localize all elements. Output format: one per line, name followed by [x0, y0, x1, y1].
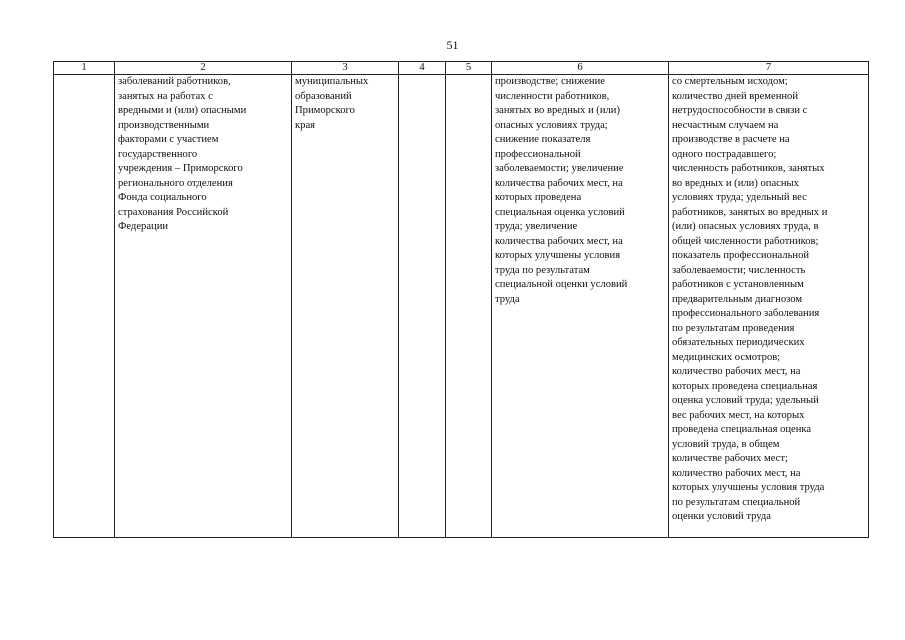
cell-col-2: [115, 75, 292, 538]
page-number: 51: [446, 38, 459, 52]
cell-text: производстве; снижение численности работников, занятых во вредных и (или) опасных условиях труда; снижение показателя профессиональной заболеваемости; увеличение количества рабочих мест, на которых проведена специальная оценка условий труда; увеличение количества рабочих мест, на которых улучшены условия труда по результатам специальной оценки условий труда: [495, 76, 628, 305]
cell-col-5: [446, 75, 492, 538]
cell-col-4: [399, 75, 446, 538]
column-header-7: 7: [669, 62, 869, 75]
column-header-5: 5: [446, 62, 492, 75]
cell-text: со смертельным исходом; количество дней временной нетрудоспособности в связи с несчастным случаем на производстве в расчете на одного пострадавшего; численность работников, занятых во вредных и (или) опасных условиях труда; удельный вес работников, занятых во вредных и (или) опасных условиях труда, в общей численности работников; показатель профессиональной заболеваемости; численность работников с установленным предварительным диагнозом профессионального заболевания по результатам проведения обязательных периодических медицинских осмотров; количество рабочих мест, на которых проведена специальная оценка условий труда; удельный вес рабочих мест, на которых проведена специальная оценка условий труда, в общем количестве рабочих мест; количество рабочих мест, на которых улучшены условия труда по результатам специальной оценки условий труда: [672, 76, 828, 522]
column-header-6: 6: [492, 62, 669, 75]
column-header-2: 2: [115, 62, 292, 75]
column-header-3: 3: [292, 62, 399, 75]
cell-col-1: [54, 75, 115, 538]
column-header-1: 1: [54, 62, 115, 75]
header-row: [54, 62, 869, 75]
table-body: [54, 75, 869, 538]
cell-text: заболеваний работников, занятых на работах с вредными и (или) опасными производственными факторами с участием государственного учреждения – Приморского регионального отделения Фонда социального страхования Российской Федерации: [118, 76, 247, 232]
column-header-4: 4: [399, 62, 446, 75]
table-header: [54, 62, 869, 75]
cell-col-3: [292, 75, 399, 538]
cell-text: муниципальных образований Приморского края: [295, 76, 369, 131]
table-row: [54, 75, 869, 538]
cell-col-6: [492, 75, 669, 538]
program-table: [53, 61, 869, 538]
cell-col-7: [669, 75, 869, 538]
